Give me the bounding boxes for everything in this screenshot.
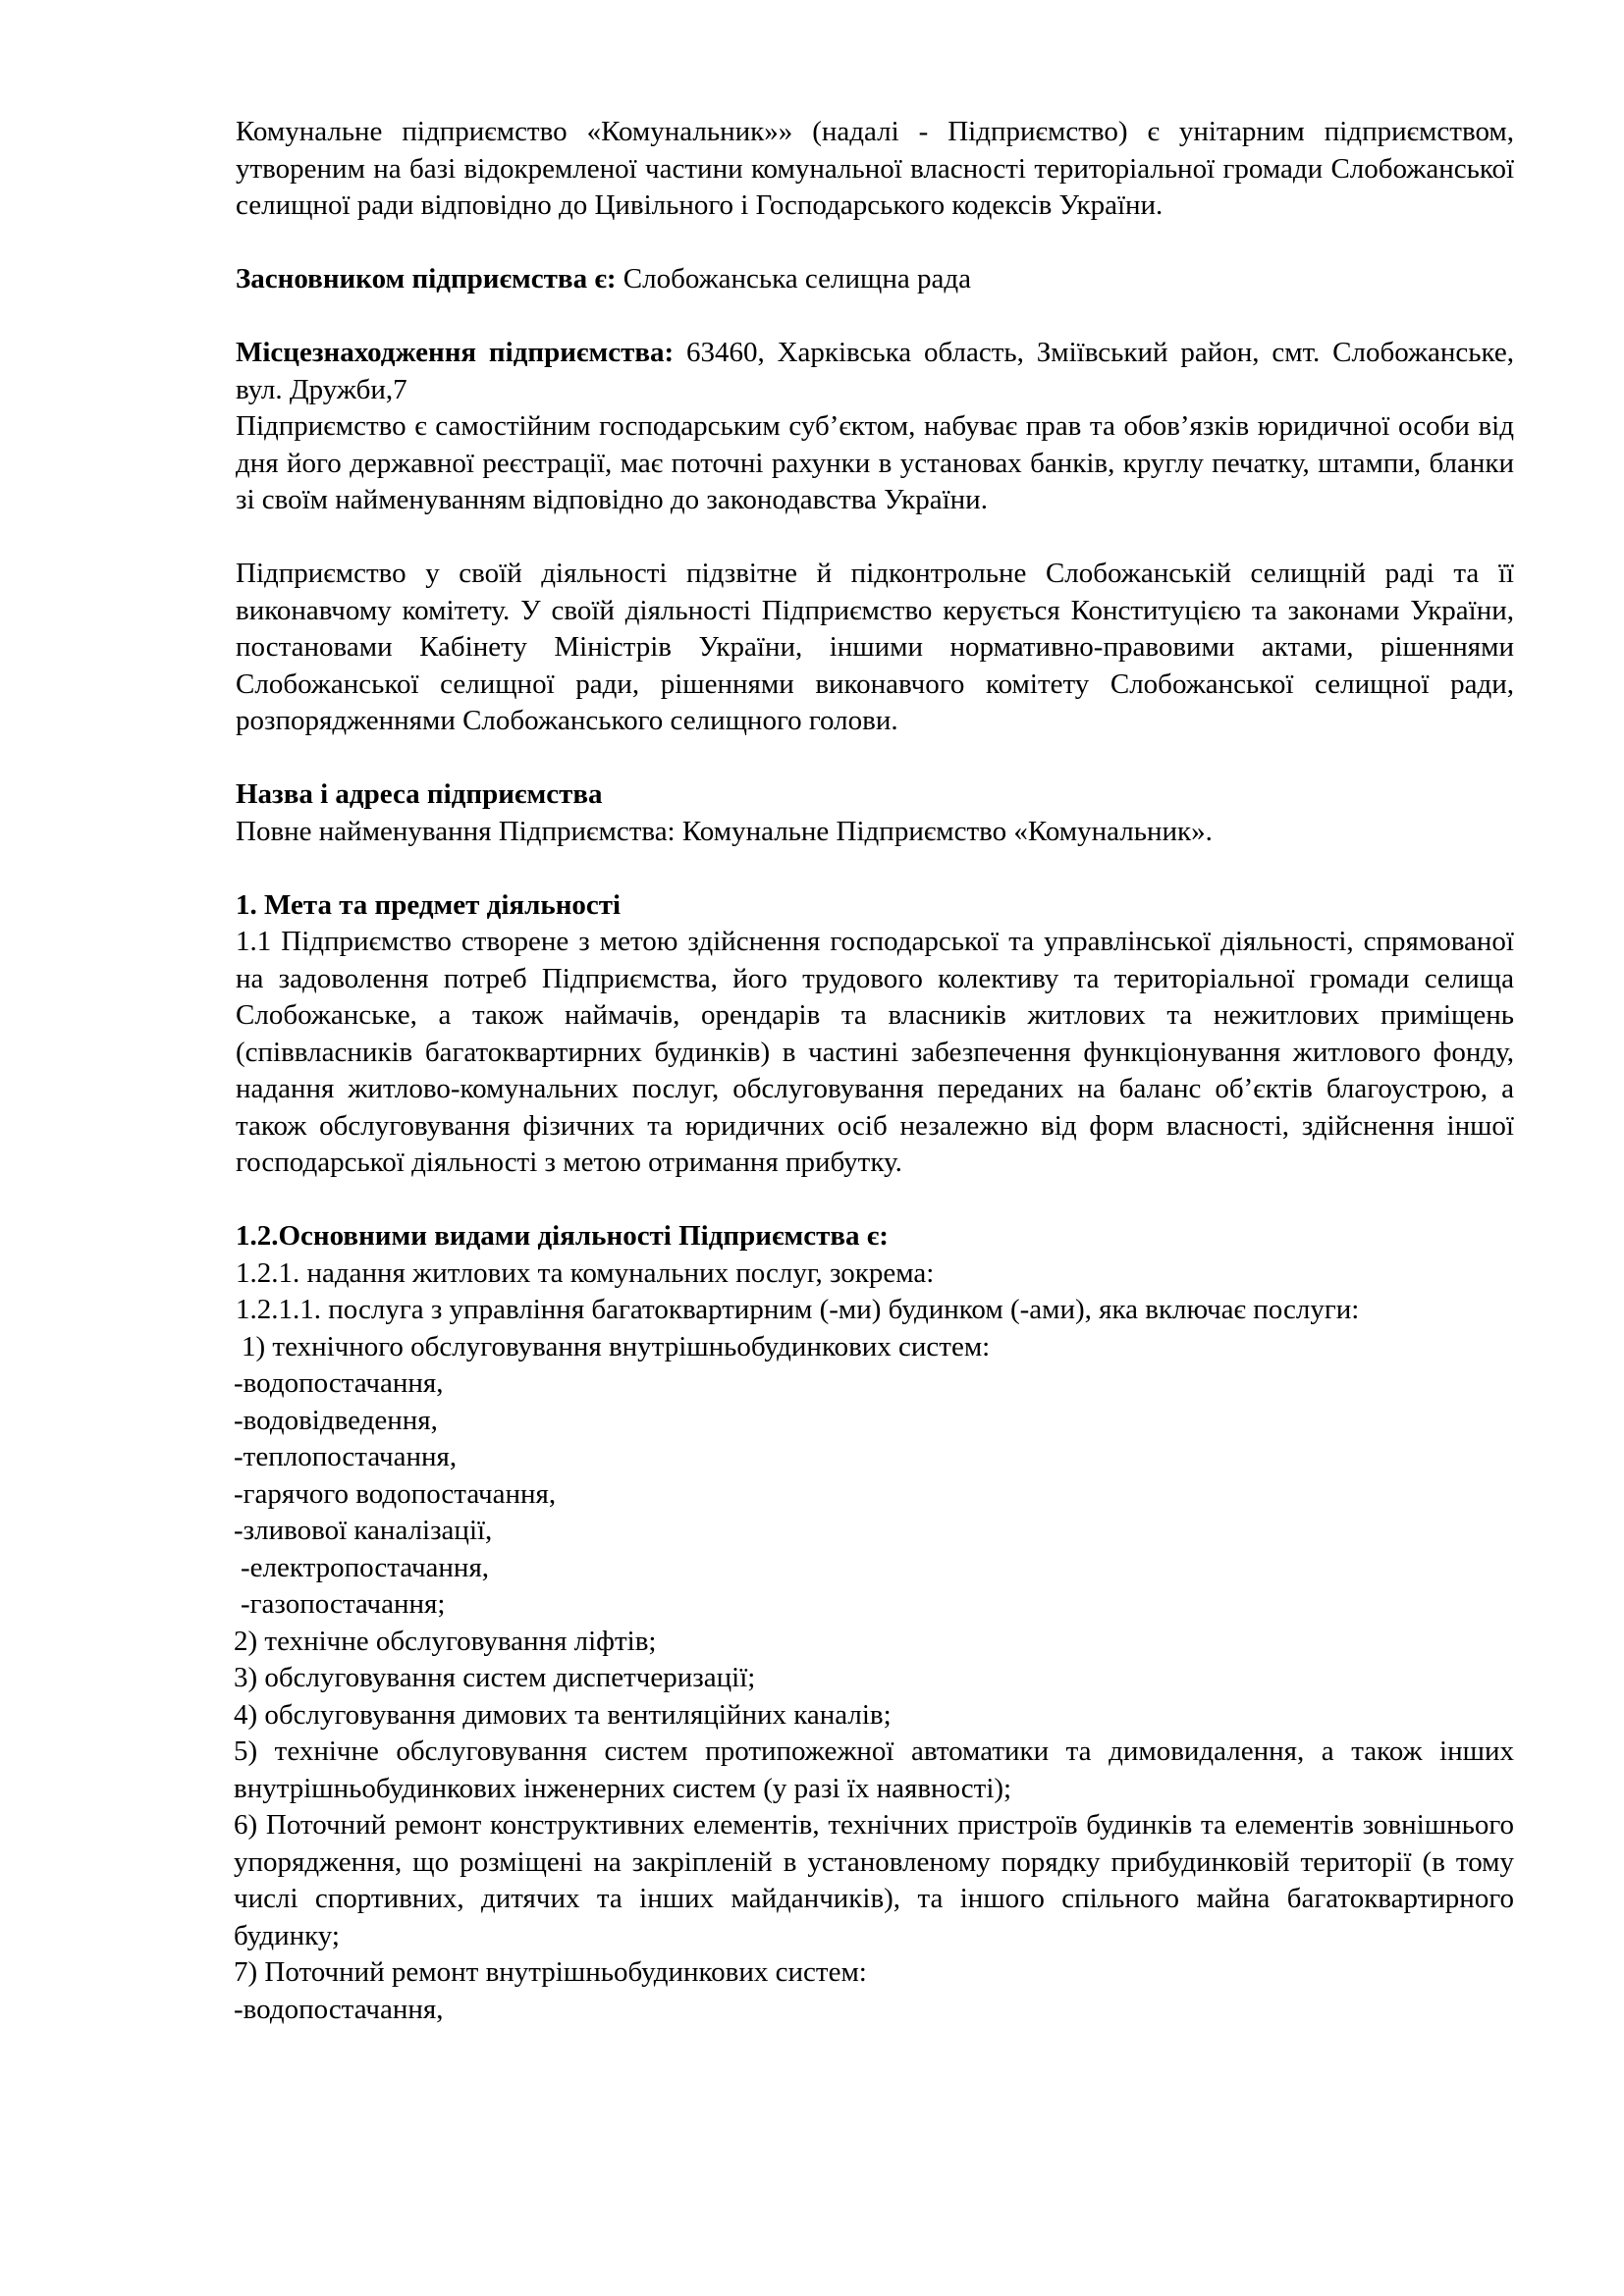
location-label: Місцезнаходження підприємства: [236,337,675,368]
section1-heading: 1. Мета та предмет діяльності [236,888,622,921]
sub-item: -газопостачання; [241,1588,446,1620]
full-name-line: Повне найменування Підприємства: Комунальне Підприємство «Комунальник». [236,815,1213,847]
list-item-6: 6) Поточний ремонт конструктивних елементів, технічних пристроїв будинків та елементів зовнішнього упорядження, що розміщені на закріпленій в установленому порядку прибудинковій території (в тому числі спортивних, дитячих та інших майданчиків), та іншого спільного майна багатоквартирного будинку; [234,1809,1514,1951]
accountability-paragraph: Підприємство у своїй діяльності підзвітне й підконтрольне Слобожанській селищній раді та її виконавчому комітету. У своїй діяльності Підприємство керується Конституцією та законами України, постановами Кабінету Міністрів України, іншими нормативно-правовими актами, рішеннями Слобожанської селищної ради, рішеннями виконавчого комітету Слобожанської селищної ради, розпорядженнями Слобожанського селищного голови. [236,558,1514,736]
section1-2-heading: 1.2.Основними видами діяльності Підприємства є: [236,1220,889,1252]
location-value: 63460, Харківська область, Зміївський район, смт. Слобожанське, вул. Дружби,7 [236,337,1514,405]
list-item-2: 2) технічне обслуговування ліфтів; [234,1625,657,1657]
sub-item: -електропостачання, [241,1551,490,1583]
list-item-1: 1) технічного обслуговування внутрішньобудинкових систем: [242,1330,991,1362]
list-item-5: 5) технічне обслуговування систем протипожежної автоматики та димовидалення, а також інших внутрішньобудинкових інженерних систем (у разі їх наявності); [234,1735,1514,1804]
document-body [236,114,1514,2028]
founder-label: Засновником підприємства є: [236,263,617,294]
sub-item: -водопостачання, [234,1993,444,2025]
section1-1-paragraph: 1.1 Підприємство створене з метою здійснення господарської та управлінської діяльності, спрямованої на задоволення потреб Підприємства, його трудового колективу та територіальної громади селища Слобожанське, а також наймачів, орендарів та власників житлових та нежитлових приміщень (співвласників багатоквартирних будинків) в частині забезпечення функціонування житлового фонду, надання житлово-комунальних послуг, обслуговування переданих на баланс об’єктів благоустрою, а також обслуговування фізичних та юридичних осіб незалежно від форм власності, здійснення іншої господарської діяльності з метою отримання прибутку. [236,926,1514,1178]
spacer [236,225,1514,262]
sub-item: -водопостачання, [234,1367,444,1399]
spacer [236,519,1514,557]
section1-2-1-1-paragraph: 1.2.1.1. послуга з управління багатоквартирним (-ми) будинком (-ами), яка включає послуги: [236,1294,1360,1325]
legal-status-paragraph: Підприємство є самостійним господарським суб’єктом, набуває прав та обов’язків юридичної особи від дня його державної реєстрації, має поточні рахунки в установах банків, круглу печатку, штампи, бланки зі своїм найменуванням відповідно до законодавства України. [236,410,1514,515]
sub-item: -зливової каналізації, [234,1515,493,1546]
sub-item: -теплопостачання, [234,1441,458,1472]
sub-item: -водовідведення, [234,1404,438,1436]
list-item-4: 4) обслуговування димових та вентиляційних каналів; [234,1698,892,1731]
sub-item: -гарячого водопостачання, [234,1477,557,1510]
spacer [236,1182,1514,1219]
section1-2-1-line: 1.2.1. надання житлових та комунальних послуг, зокрема: [236,1256,935,1289]
spacer [236,740,1514,777]
founder-line [236,261,1514,298]
intro-paragraph: Комунальне підприємство «Комунальник»» (надалі - Підприємство) є унітарним підприємством, утвореним на базі відокремленої частини комунальної власності територіальної громади Слобожанської селищної ради відповідно до Цивільного і Господарського кодексів України. [236,116,1514,221]
list-item-7: 7) Поточний ремонт внутрішньобудинкових систем: [234,1956,867,1988]
founder-value: Слобожанська селищна рада [616,263,971,294]
list-item-3: 3) обслуговування систем диспетчеризації; [234,1662,756,1693]
location-line [236,335,1514,408]
spacer [236,298,1514,336]
spacer [236,850,1514,887]
name-section-heading: Назва і адреса підприємства [236,778,603,810]
